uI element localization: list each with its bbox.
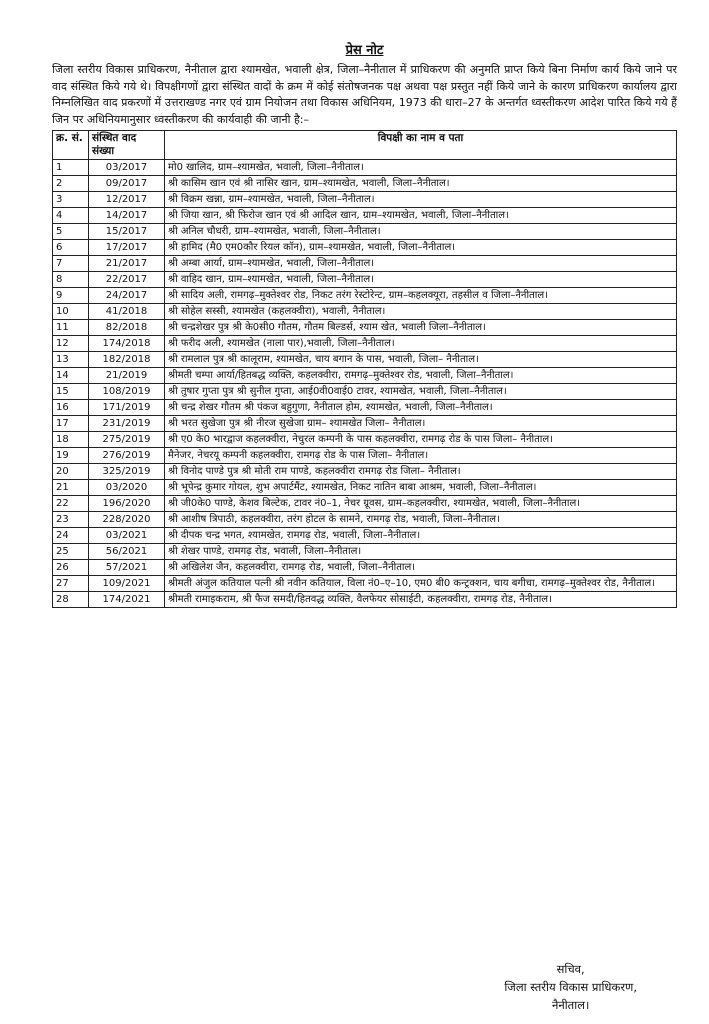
- serial-cell: 21: [53, 480, 89, 496]
- table-row: [53, 400, 677, 416]
- party-cell: श्री विक्रम खन्ना, ग्राम–श्यामखेत, भवाली, जिला–नैनीताल।: [165, 192, 677, 208]
- case-number-cell: 275/2019: [89, 432, 165, 448]
- party-cell: मो0 खालिद, ग्राम–श्यामखेत, भवाली, जिला–नैनीताल।: [165, 160, 677, 176]
- intro-paragraph: जिला स्तरीय विकास प्राधिकरण, नैनीताल द्वारा श्यामखेत, भवाली क्षेत्र, जिला–नैनीताल में प्राधिकरण की अनुमति प्राप्त किये बिना निर्माण कार्य किये जाने पर वाद संस्थित किये गये थे। विपक्षीगणों द्वारा संस्थित वादों के क्रम में कोई संतोषजनक पक्ष अथवा पक्ष प्रस्तुत नहीं किये जाने के कारण प्राधिकरण कार्यालय द्वारा निम्नलिखित वाद प्रकरणों में उत्तराखण्ड नगर एवं ग्राम नियोजन तथा विकास अधिनियम, 1973 की धारा–27 के अन्तर्गत ध्वस्तीकरण आदेश पारित किये गये हैं जिन पर अधिनियमानुसार ध्वस्तीकरण की कार्यवाही की जानी है:–: [52, 63, 677, 126]
- party-cell: श्री सादिय अली, रामगढ़–मुक्तेश्वर रोड, निकट तरंग रेस्टोरेन्ट, ग्राम–कहलक्यूरा, तहसील व जिला–नैनीताल।: [165, 288, 677, 304]
- table-row: [53, 176, 677, 192]
- serial-cell: 8: [53, 272, 89, 288]
- header-serial: क्र. सं.: [53, 131, 89, 160]
- case-number-cell: 276/2019: [89, 448, 165, 464]
- party-cell: श्री हामिद (मै0 एम0कौर रियल कॉन), ग्राम–श्यामखेत, भवाली, जिला–नैनीताल।: [165, 240, 677, 256]
- table-row: [53, 576, 677, 592]
- case-number-cell: 228/2020: [89, 512, 165, 528]
- signature-office: जिला स्तरीय विकास प्राधिकरण,: [504, 980, 637, 994]
- case-number-cell: 109/2021: [89, 576, 165, 592]
- party-cell: श्री भूपेन्द्र कुमार गोयल, शुभ अपार्टमैंट, श्यामखेत, निकट नातिन बाबा आश्रम, भवाली, जिला–नैनीताल।: [165, 480, 677, 496]
- serial-cell: 6: [53, 240, 89, 256]
- table-row: [53, 160, 677, 176]
- case-number-cell: 22/2017: [89, 272, 165, 288]
- case-number-cell: 12/2017: [89, 192, 165, 208]
- case-number-cell: 21/2017: [89, 256, 165, 272]
- table-body: [53, 160, 677, 608]
- party-cell: श्री फरीद अली, श्यामखेत (नाला पार),भवाली, जिला–नैनीताल।: [165, 336, 677, 352]
- header-party: विपक्षी का नाम व पता: [165, 131, 677, 160]
- serial-cell: 13: [53, 352, 89, 368]
- serial-cell: 14: [53, 368, 89, 384]
- party-cell: श्री वाहिद खान, ग्राम–श्यामखेत, भवाली, जिला–नैनीताल।: [165, 272, 677, 288]
- table-row: [53, 544, 677, 560]
- serial-cell: 22: [53, 496, 89, 512]
- case-number-cell: 21/2019: [89, 368, 165, 384]
- cases-table: [52, 130, 677, 608]
- header-case-number: संस्थित वाद संख्या: [89, 131, 165, 160]
- serial-cell: 5: [53, 224, 89, 240]
- case-number-cell: 56/2021: [89, 544, 165, 560]
- serial-cell: 24: [53, 528, 89, 544]
- case-number-cell: 41/2018: [89, 304, 165, 320]
- case-number-cell: 171/2019: [89, 400, 165, 416]
- serial-cell: 16: [53, 400, 89, 416]
- case-number-cell: 182/2018: [89, 352, 165, 368]
- serial-cell: 26: [53, 560, 89, 576]
- case-number-cell: 57/2021: [89, 560, 165, 576]
- table-row: [53, 416, 677, 432]
- table-row: [53, 480, 677, 496]
- party-cell: मैनेजर, नेचरयू कम्पनी कहलक्वीरा, रामगढ़ रोड के पास जिला– नैनीताल।: [165, 448, 677, 464]
- table-row: [53, 496, 677, 512]
- party-cell: श्रीमती अंजुल कतियाल पत्नी श्री नवीन कतियाल, विला नं0–ए–10, एम0 बी0 कन्ट्रक्शन, चाय बगीचा, रामगढ़–मुक्तेश्वर रोड, नैनीताल।: [165, 576, 677, 592]
- serial-cell: 27: [53, 576, 89, 592]
- party-cell: श्री जिया खान, श्री फिरोज खान एवं श्री आदिल खान, ग्राम–श्यामखेत, भवाली, जिला–नैनीताल।: [165, 208, 677, 224]
- serial-cell: 17: [53, 416, 89, 432]
- party-cell: श्री रामलाल पुत्र श्री कालूराम, श्यामखेत, चाय बगान के पास, भवाली, जिला– नैनीताल।: [165, 352, 677, 368]
- party-cell: श्री अखिलेश जैन, कहलक्वीरा, रामगढ़ रोड, भवाली, जिला–नैनीताल।: [165, 560, 677, 576]
- case-number-cell: 174/2018: [89, 336, 165, 352]
- party-cell: श्री भरत सुखेजा पुत्र श्री नीरज सुखेजा ग्राम– श्यामखेत जिला– नैनीताल।: [165, 416, 677, 432]
- case-number-cell: 24/2017: [89, 288, 165, 304]
- case-number-cell: 196/2020: [89, 496, 165, 512]
- party-cell: श्री आशीष त्रिपाठी, कहलक्वीरा, तरंग होटल के सामने, रामगढ़ रोड, भवाली, जिला–नैनीताल।: [165, 512, 677, 528]
- table-row: [53, 320, 677, 336]
- table-row: [53, 592, 677, 608]
- table-row: [53, 192, 677, 208]
- party-cell: श्री कासिम खान एवं श्री नासिर खान, ग्राम–श्यामखेत, भवाली, जिला–नैनीताल।: [165, 176, 677, 192]
- party-cell: श्री अनिल चौधरी, ग्राम–श्यामखेत, भवाली, जिला–नैनीताल।: [165, 224, 677, 240]
- case-number-cell: 03/2021: [89, 528, 165, 544]
- signature-designation: सचिव,: [556, 962, 585, 976]
- table-row: [53, 272, 677, 288]
- serial-cell: 18: [53, 432, 89, 448]
- case-number-cell: 108/2019: [89, 384, 165, 400]
- serial-cell: 11: [53, 320, 89, 336]
- case-number-cell: 15/2017: [89, 224, 165, 240]
- serial-cell: 7: [53, 256, 89, 272]
- table-row: [53, 368, 677, 384]
- serial-cell: 3: [53, 192, 89, 208]
- serial-cell: 9: [53, 288, 89, 304]
- page-title: प्रेस नोट: [345, 43, 384, 58]
- table-row: [53, 448, 677, 464]
- case-number-cell: 03/2020: [89, 480, 165, 496]
- table-header-row: [53, 131, 677, 160]
- party-cell: श्री चन्द्र शेखर गौतम श्री पंकज बहुगुणा, नैनीताल होम, श्यामखेत, भवाली, जिला–नैनीताल।: [165, 400, 677, 416]
- case-number-cell: 03/2017: [89, 160, 165, 176]
- case-number-cell: 174/2021: [89, 592, 165, 608]
- table-row: [53, 208, 677, 224]
- serial-cell: 19: [53, 448, 89, 464]
- party-cell: श्री जी0के0 पाण्डे, केशव बिल्टेक, टावर नं0–1, नेचर ग्रूवस, ग्राम–कहलक्वीरा, श्यामखेत, भवाली, जिला–नैनीताल।: [165, 496, 677, 512]
- table-row: [53, 304, 677, 320]
- case-number-cell: 82/2018: [89, 320, 165, 336]
- party-cell: श्रीमती रामाइकराम, श्री फैज समदी/हितवद्ध व्यक्ति, वैलफेयर सोसाईटी, कहलक्वीरा, रामगढ़ रोड, नैनीताल।: [165, 592, 677, 608]
- case-number-cell: 325/2019: [89, 464, 165, 480]
- serial-cell: 15: [53, 384, 89, 400]
- table-row: [53, 384, 677, 400]
- party-cell: श्री शेखर पाण्डे, रामगढ़ रोड, भवाली, जिला–नैनीताल।: [165, 544, 677, 560]
- serial-cell: 28: [53, 592, 89, 608]
- case-number-cell: 231/2019: [89, 416, 165, 432]
- serial-cell: 25: [53, 544, 89, 560]
- table-row: [53, 336, 677, 352]
- party-cell: श्री विनोद पाण्डे पुत्र श्री मोती राम पाण्डे, कहलक्वीरा रामगढ़ रोड जिला– नैनीताल।: [165, 464, 677, 480]
- table-row: [53, 432, 677, 448]
- case-number-cell: 09/2017: [89, 176, 165, 192]
- table-row: [53, 224, 677, 240]
- serial-cell: 20: [53, 464, 89, 480]
- table-row: [53, 352, 677, 368]
- table-row: [53, 288, 677, 304]
- case-number-cell: 14/2017: [89, 208, 165, 224]
- serial-cell: 12: [53, 336, 89, 352]
- table-row: [53, 512, 677, 528]
- party-cell: श्री दीपक चन्द्र भगत, श्यामखेत, रामगढ़ रोड, भवाली, जिला–नैनीताल।: [165, 528, 677, 544]
- signature-block: [504, 960, 637, 1014]
- party-cell: श्री ए0 के0 भारद्वाज कहलक्वीरा, नेचुरल कम्पनी के पास कहलक्वीरा, रामगढ़ रोड के पास जिला– नैनीताल।: [165, 432, 677, 448]
- serial-cell: 10: [53, 304, 89, 320]
- signature-place: नैनीताल।: [551, 998, 590, 1012]
- party-cell: श्री चन्द्रशेखर पुत्र श्री के0सी0 गौतम, गौतम बिल्डर्स, श्याम खेत, भवाली जिला–नैनीताल।: [165, 320, 677, 336]
- serial-cell: 23: [53, 512, 89, 528]
- party-cell: श्रीमती चम्पा आर्या/हितबद्ध व्यक्ति, कहलक्वीरा, रामगढ़–मुक्तेश्वर रोड, भवाली, जिला–नैनीताल।: [165, 368, 677, 384]
- party-cell: श्री अम्बा आर्या, ग्राम–श्यामखेत, भवाली, जिला–नैनीताल।: [165, 256, 677, 272]
- table-row: [53, 240, 677, 256]
- serial-cell: 1: [53, 160, 89, 176]
- table-row: [53, 256, 677, 272]
- table-row: [53, 464, 677, 480]
- case-number-cell: 17/2017: [89, 240, 165, 256]
- serial-cell: 4: [53, 208, 89, 224]
- serial-cell: 2: [53, 176, 89, 192]
- table-row: [53, 560, 677, 576]
- party-cell: श्री तुषार गुप्ता पुत्र श्री सुनील गुप्ता, आई0वी0वाई0 टावर, श्यामखेत, भवाली, जिला–नैनीताल।: [165, 384, 677, 400]
- table-row: [53, 528, 677, 544]
- party-cell: श्री सोहेल सस्सी, श्यामखेत (कहलक्वीरा), भवाली, नैनीताल।: [165, 304, 677, 320]
